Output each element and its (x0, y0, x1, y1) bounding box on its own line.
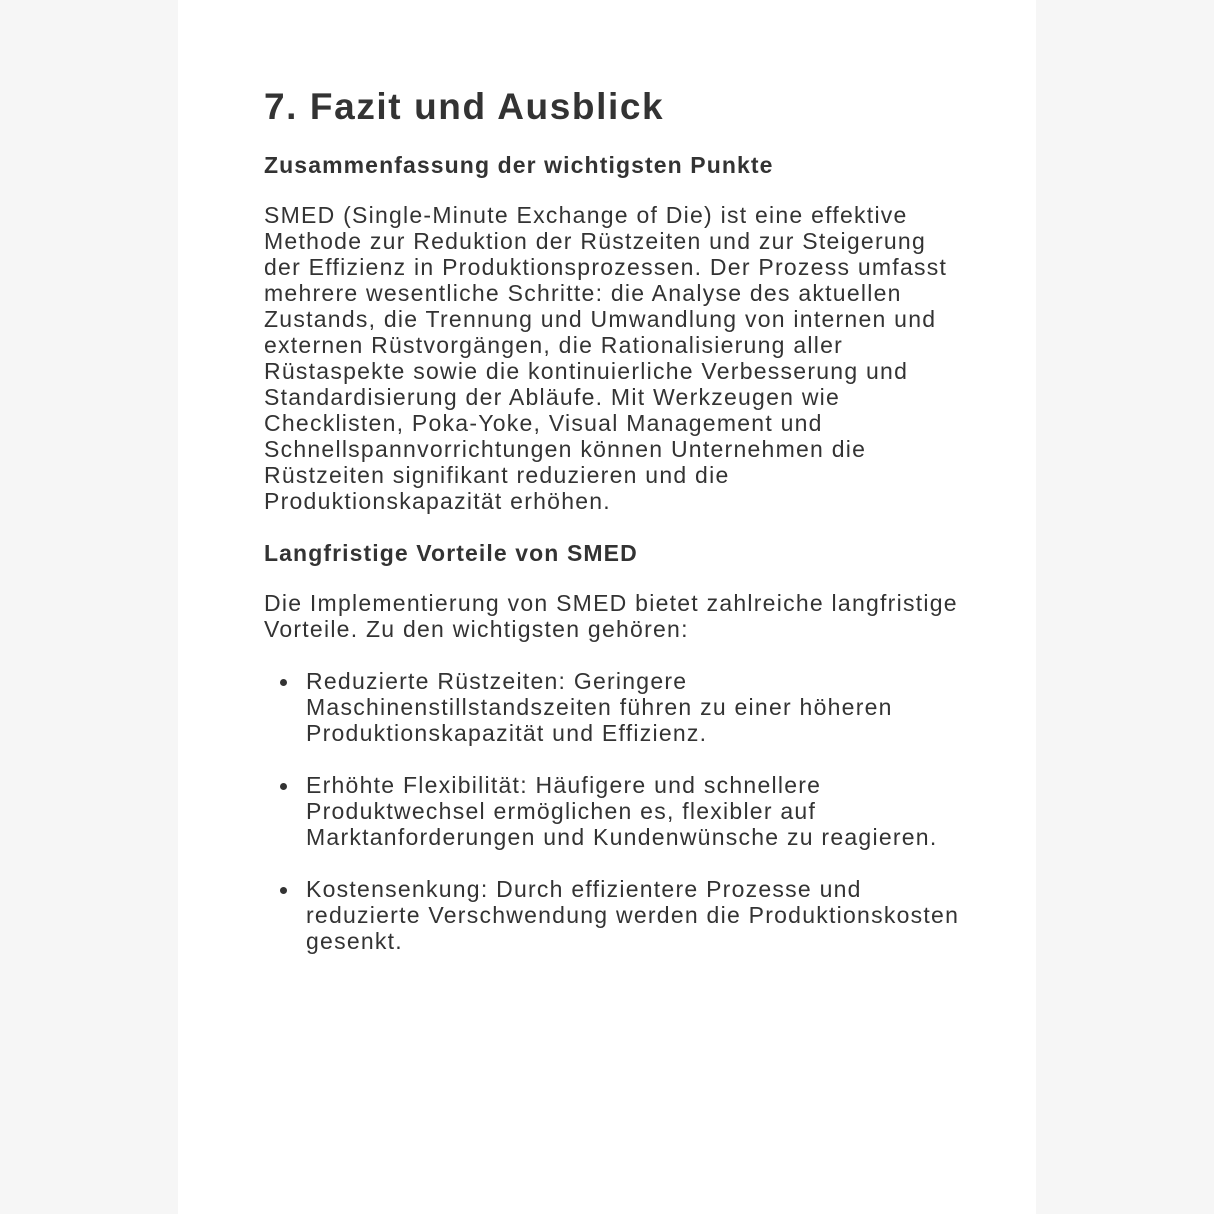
document-page (178, 0, 1036, 1214)
section-heading-summary: Zusammenfassung der wichtigsten Punkte (264, 152, 774, 178)
benefits-list (264, 668, 964, 954)
page-title: 7. Fazit und Ausblick (264, 86, 665, 127)
list-item-text: Kostensenkung: Durch effizientere Prozesse und reduzierte Verschwendung werden die Produktionskosten gesenkt. (306, 876, 960, 954)
bullet-icon (280, 887, 287, 894)
list-item (264, 876, 964, 954)
benefits-intro-paragraph: Die Implementierung von SMED bietet zahlreiche langfristige Vorteile. Zu den wichtigsten gehören: (264, 590, 958, 642)
summary-paragraph: SMED (Single-Minute Exchange of Die) ist eine effektive Methode zur Reduktion der Rüstzeiten und zur Steigerung der Effizienz in Produktionsprozessen. Der Prozess umfasst mehrere wesentliche Schritte: die Analyse des aktuellen Zustands, die Trennung und Umwandlung von internen und externen Rüstvorgängen, die Rationalisierung aller Rüstaspekte sowie die kontinuierliche Verbesserung und Standardisierung der Abläufe. Mit Werkzeugen wie Checklisten, Poka-Yoke, Visual Management und Schnellspannvorrichtungen können Unternehmen die Rüstzeiten signifikant reduzieren und die Produktionskapazität erhöhen. (264, 202, 948, 514)
list-item (264, 772, 964, 850)
list-item-text: Erhöhte Flexibilität: Häufigere und schnellere Produktwechsel ermöglichen es, flexibler auf Marktanforderungen und Kundenwünsche zu reagieren. (306, 772, 938, 850)
list-item-text: Reduzierte Rüstzeiten: Geringere Maschinenstillstandszeiten führen zu einer höheren Produktionskapazität und Effizienz. (306, 668, 893, 746)
page-content (264, 84, 964, 980)
bullet-icon (280, 679, 287, 686)
list-item (264, 668, 964, 746)
section-heading-benefits: Langfristige Vorteile von SMED (264, 540, 638, 566)
bullet-icon (280, 783, 287, 790)
